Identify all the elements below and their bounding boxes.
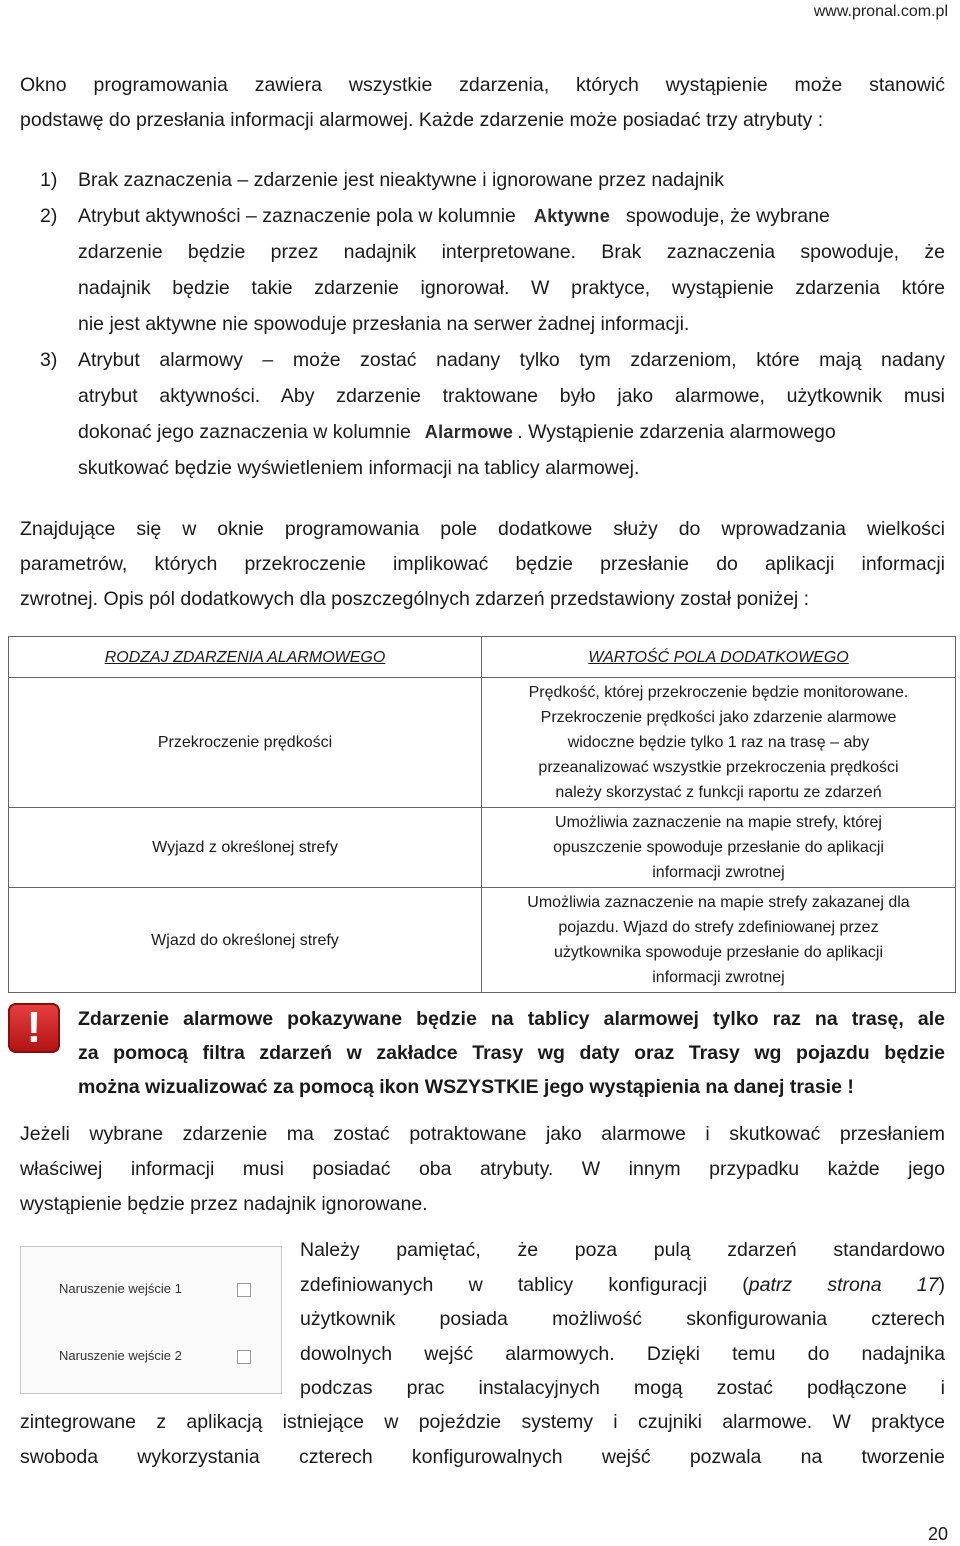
list-item xyxy=(78,162,945,198)
paragraph-line: Jeżeli wybrane zdarzenie ma zostać potraktowane jako alarmowe i skutkować przesłaniem xyxy=(20,1123,945,1145)
attributes-paragraph xyxy=(20,1117,945,1222)
attribute-list xyxy=(40,162,945,492)
description-line: opuszczenie spowoduje przesłanie do aplikacji xyxy=(553,839,884,856)
warning-note xyxy=(78,1002,945,1104)
list-item-text: atrybut aktywności. Aby zdarzenie traktowane było jako alarmowe, użytkownik musi xyxy=(78,385,945,407)
additional-field-paragraph xyxy=(20,512,945,617)
list-item-text: . Wystąpienie zdarzenia alarmowego xyxy=(517,421,836,443)
list-item-text: Atrybut aktywności – zaznaczenie pola w kolumnie xyxy=(78,205,516,227)
list-item-line xyxy=(78,414,945,450)
paragraph-line: Należy pamiętać, że poza pulą zdarzeń standardowo xyxy=(300,1239,945,1261)
list-item xyxy=(78,342,945,486)
paragraph-line xyxy=(300,1268,945,1303)
list-number: 3) xyxy=(40,349,58,371)
list-item-line xyxy=(78,198,945,234)
intro-line: podstawę do przesłania informacji alarmowej. Każde zdarzenie może posiadać trzy atrybuty : xyxy=(20,109,824,131)
paragraph-text: zdefiniowanych w tablicy konfiguracji ( xyxy=(300,1273,749,1296)
page-number: 20 xyxy=(927,1524,948,1544)
description-line: pojazdu. Wjazd do strefy zdefiniowanej przez xyxy=(558,919,879,936)
list-item-text: nadajnik będzie takie zdarzenie ignorował. W praktyce, wystąpienie zdarzenia które xyxy=(78,277,945,299)
input-2-checkbox[interactable] xyxy=(237,1350,251,1364)
table-header-event-type: RODZAJ ZDARZENIA ALARMOWEGO xyxy=(9,637,482,678)
input-1-checkbox[interactable] xyxy=(237,1283,251,1297)
description-line: Umożliwia zaznaczenie na mapie strefy zakazanej dla xyxy=(527,894,910,911)
description-line: należy skorzystać z funkcji raportu ze zdarzeń xyxy=(555,784,882,801)
alarm-inputs-paragraph xyxy=(300,1233,945,1406)
description-line: użytkownika spowoduje przesłanie do aplikacji xyxy=(553,944,884,961)
description-line: informacji zwrotnej xyxy=(652,969,785,986)
alarmowe-column-label: Alarmowe xyxy=(424,422,514,442)
table-row xyxy=(9,888,956,993)
table-header-row xyxy=(9,637,956,678)
table-header-field-value: WARTOŚĆ POLA DODATKOWEGO xyxy=(482,637,956,678)
input-label: Naruszenie wejście 1 xyxy=(59,1281,182,1296)
alarm-events-table xyxy=(8,636,956,993)
description-line: informacji zwrotnej xyxy=(652,864,785,881)
list-item-text: dokonać jego zaznaczenia w kolumnie xyxy=(78,421,411,443)
paragraph-line: Znajdujące się w oknie programowania pole dodatkowe służy do wprowadzania wielkości xyxy=(20,518,945,540)
list-item-text: skutkować będzie wyświetleniem informacji na tablicy alarmowej. xyxy=(78,457,640,479)
paragraph-line: swoboda wykorzystania czterech konfigurowalnych wejść pozwala na tworzenie xyxy=(20,1446,945,1468)
description-line: widoczne będzie tylko 1 raz na trasę – aby xyxy=(567,734,870,751)
description-line: przeanalizować wszystkie przekroczenia prędkości xyxy=(538,759,899,776)
aktywne-column-label: Aktywne xyxy=(533,206,611,226)
list-number: 2) xyxy=(40,205,58,227)
intro-line: Okno programowania zawiera wszystkie zdarzenia, których wystąpienie może stanowić xyxy=(20,74,945,96)
list-item xyxy=(78,198,945,342)
list-item-text: nie jest aktywne nie spowoduje przesłania na serwer żadnej informacji. xyxy=(78,313,690,335)
event-description xyxy=(482,888,956,993)
paragraph-line: parametrów, których przekroczenie implikować będzie przesłanie do aplikacji informacji xyxy=(20,553,945,575)
paragraph-line: użytkownik posiada możliwość skonfigurowania czterech xyxy=(300,1308,945,1330)
list-item-text: zdarzenie będzie przez nadajnik interpretowane. Brak zaznaczenia spowoduje, że xyxy=(78,241,945,263)
event-name: Wjazd do określonej strefy xyxy=(9,888,482,993)
paragraph-line: zwrotnej. Opis pól dodatkowych dla poszczególnych zdarzeń przedstawiony został poniżej : xyxy=(20,588,810,610)
list-item-text: spowoduje, że wybrane xyxy=(626,205,830,227)
event-description xyxy=(482,678,956,808)
event-description xyxy=(482,808,956,888)
paragraph-line: zintegrowane z aplikacją istniejące w pojeździe systemy i czujniki alarmowe. W praktyce xyxy=(20,1411,945,1433)
paragraph-line: właściwej informacji musi posiadać oba atrybuty. W innym przypadku każde jego xyxy=(20,1158,945,1180)
paragraph-line: wystąpienie będzie przez nadajnik ignorowane. xyxy=(20,1193,428,1215)
site-url: www.pronal.com.pl xyxy=(813,3,948,20)
warning-line: można wizualizować za pomocą ikon WSZYSTKIE jego wystąpienia na danej trasie ! xyxy=(78,1076,854,1098)
warning-line: Zdarzenie alarmowe pokazywane będzie na tablicy alarmowej tylko raz na trasę, ale xyxy=(78,1008,945,1030)
table-row xyxy=(9,678,956,808)
event-name: Wyjazd z określonej strefy xyxy=(9,808,482,888)
description-line: Umożliwia zaznaczenie na mapie strefy, której xyxy=(555,814,882,831)
list-item-text: Atrybut alarmowy – może zostać nadany tylko tym zdarzeniom, które mają nadany xyxy=(78,349,945,371)
paragraph-line: dowolnych wejść alarmowych. Dzięki temu do nadajnika xyxy=(300,1342,945,1365)
table-row xyxy=(9,808,956,888)
paragraph-line: podczas prac instalacyjnych mogą zostać podłączone i xyxy=(300,1377,945,1399)
alarm-inputs-paragraph-continued xyxy=(20,1405,945,1475)
list-item-text: Brak zaznaczenia – zdarzenie jest nieaktywne i ignorowane przez nadajnik xyxy=(78,169,725,191)
intro-paragraph xyxy=(20,68,945,138)
paragraph-text: ) xyxy=(938,1273,946,1296)
warning-line: za pomocą filtra zdarzeń w zakładce Trasy wg daty oraz Trasy wg pojazdu będzie xyxy=(78,1042,945,1064)
input-label: Naruszenie wejście 2 xyxy=(59,1348,182,1363)
description-line: Przekroczenie prędkości jako zdarzenie alarmowe xyxy=(540,709,897,726)
event-name: Przekroczenie prędkości xyxy=(9,678,482,808)
list-number: 1) xyxy=(40,169,58,191)
warning-exclamation-icon: ! xyxy=(8,1003,60,1053)
description-line: Prędkość, której przekroczenie będzie monitorowane. xyxy=(528,684,909,701)
page-reference: patrz strona 17 xyxy=(748,1273,939,1296)
alarm-inputs-screenshot xyxy=(20,1246,282,1394)
